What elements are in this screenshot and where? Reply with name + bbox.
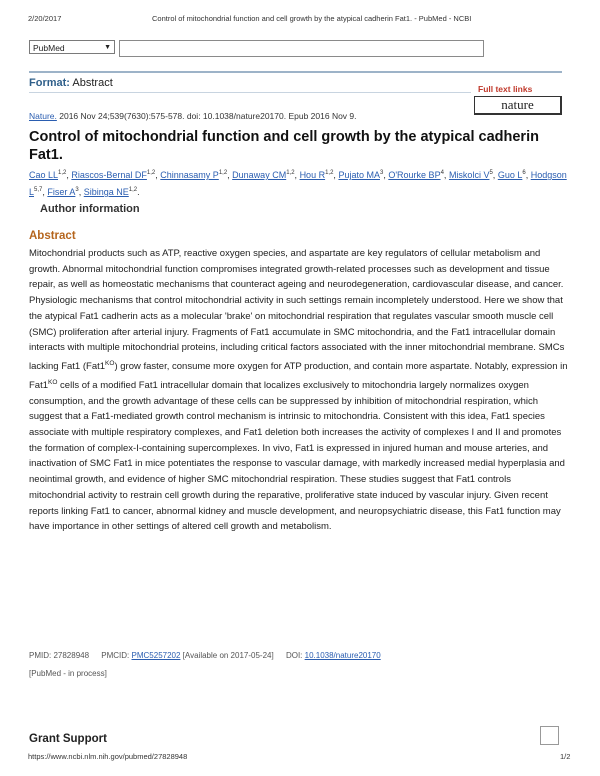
author-affiliation: 5 (489, 170, 493, 176)
publication-status: [PubMed - in process] (29, 669, 107, 678)
author-link[interactable]: Fiser A (47, 187, 76, 197)
author-affiliation: 6 (522, 170, 526, 176)
author-link[interactable]: Sibinga NE (83, 187, 129, 197)
print-page-title: Control of mitochondrial function and cell growth by the atypical cadherin Fat1. - PubMed - NCBI (152, 14, 472, 23)
author-affiliation: 1,2 (128, 187, 138, 193)
grant-support-heading[interactable]: Grant Support (29, 733, 107, 745)
identifiers (29, 651, 381, 660)
abstract-text: Mitochondrial products such as ATP, reactive oxygen species, and aspartate are key regulators of cellular metabolism and growth. Abnormal mitochondrial function compromises integrated growth-related processes such as development and tissue repair, as well as homeostatic mechanisms that counteract ageing and neurodegeneration, cardiovascular disease, and cancer. Physiologic mechanisms that control mitochondrial activity in such settings remain incompletely understood. Here we show that the atypical Fat1 cadherin acts as a molecular 'brake' on mitochondrial respiration that regulates vascular smooth muscle cell (SMC) proliferation after arterial injury. Fragments of Fat1 accumulate in SMC mitochondria, and the Fat1 intracellular domain interacts with multiple mitochondrial proteins, including critical factors associated with the inner mitochondrial membrane. SMCs lacking Fat1 $(Fat1^{KO})$ grow faster, consume more oxygen for ATP production, and contain more aspartate. Notably, expression in $Fat1^{KO}$ cells of a modified Fat1 intracellular domain that localizes exclusively to mitochondria largely normalizes oxygen consumption, and the growth advantage of these cells can be suppressed by inhibition of mitochondrial respiration, which suggest that a Fat1-mediated growth control mechanism is intrinsic to mitochondria. Consistent with this idea, Fat1 species associate with multiple respiratory complexes, and Fat1 deletion both increases the activity of complexes I and II and promotes the formation of complex-I-containing supercomplexes. In vivo, Fat1 is expressed in injured human and mouse arteries, and inactivation of SMC Fat1 in mice potentiates the response to vascular damage, with markedly increased medial hyperplasia and neointimal growth, and evidence of higher SMC mitochondrial respiration. These studies suggest that Fat1 controls mitochondrial activity to restrain cell growth during the reparative, proliferative state induced by vascular injury. Given recent reports linking Fat1 to cancer, abnormal kidney and muscle development, and neuropsychiatric disease, this Fat1 function may have importance in other settings of altered cell growth and metabolism. (29, 248, 568, 533)
author-link[interactable]: Hodgson L (29, 170, 567, 197)
author-affiliation: 3 (379, 170, 384, 176)
author-link[interactable]: Hou R (299, 170, 326, 180)
author-affiliation: 5,7 (34, 187, 43, 193)
pmcid-label: PMCID: (101, 651, 130, 660)
article-title: Control of mitochondrial function and cell growth by the atypical cadherin Fat1. (29, 129, 539, 163)
author-link[interactable]: Dunaway CM (232, 170, 287, 180)
format-label: Format (29, 77, 67, 89)
divider (29, 92, 471, 93)
author-list: Cao LL$^{1,2}$, Riascos-Bernal DF$^{1,2}$, Chinnasamy P$^{1,2}$, Dunaway CM$^{1,2}$, Hou R$^{1,2}$, Pujato $MA^3$, O'Rourke $BP^4$, Miskolci $V^5$, Guo $L^6$, Hodgson L$^{5,7}$, Fiser $A^3$, Sibinga NE$^{1,2}$. (29, 170, 567, 197)
search-input[interactable] (119, 40, 484, 57)
full-text-links-label: Full text links (478, 84, 533, 94)
author-link[interactable]: Chinnasamy P (160, 170, 219, 180)
author-link[interactable]: Riascos-Bernal DF (71, 170, 147, 180)
footer-url: https://www.ncbi.nlm.nih.gov/pubmed/27828948 (28, 752, 188, 761)
author-affiliation: 1,2 (146, 170, 156, 176)
author-affiliation: 1,2 (218, 170, 228, 176)
footer-page-number: 1/2 (560, 752, 571, 761)
citation (29, 111, 357, 121)
database-select[interactable] (29, 40, 115, 54)
expand-toggle-box[interactable] (540, 726, 559, 745)
author-affiliation: 1,2 (286, 170, 295, 176)
author-information-toggle[interactable]: Author information (40, 203, 140, 215)
author-link[interactable]: Miskolci V (448, 170, 490, 180)
journal-link[interactable]: Nature. (29, 111, 57, 121)
author-affiliation: 3 (75, 187, 79, 193)
author-link[interactable]: Cao LL (29, 170, 59, 180)
doi-link[interactable]: 10.1038/nature20170 (304, 651, 381, 660)
author-link[interactable]: O'Rourke BP (388, 170, 441, 180)
abstract-heading: Abstract (29, 230, 76, 242)
pmcid-link[interactable]: PMC5257202 (131, 651, 181, 660)
format-selector[interactable]: Format: Abstract (29, 77, 113, 89)
doi-label: DOI: (285, 651, 303, 660)
print-date: 2/20/2017 (28, 14, 62, 23)
pmcid-note: [Available on 2017-05-24] (182, 651, 274, 660)
database-select-value: PubMed (33, 43, 65, 53)
author-affiliation: 1,2 (58, 170, 67, 176)
author-affiliation: 1,2 (325, 170, 334, 176)
format-value: Abstract (72, 77, 113, 89)
author-affiliation: 4 (440, 170, 444, 176)
pmid: PMID: 27828948 (29, 651, 90, 660)
author-link[interactable]: Guo L (497, 170, 523, 180)
nature-full-text-button[interactable]: nature (474, 96, 562, 115)
divider (29, 71, 562, 73)
citation-details: 2016 Nov 24;539(7630):575-578. doi: 10.1038/nature20170. Epub 2016 Nov 9. (59, 111, 357, 121)
author-link[interactable]: Pujato MA (338, 170, 380, 180)
chevron-down-icon: ▼ (104, 44, 111, 51)
